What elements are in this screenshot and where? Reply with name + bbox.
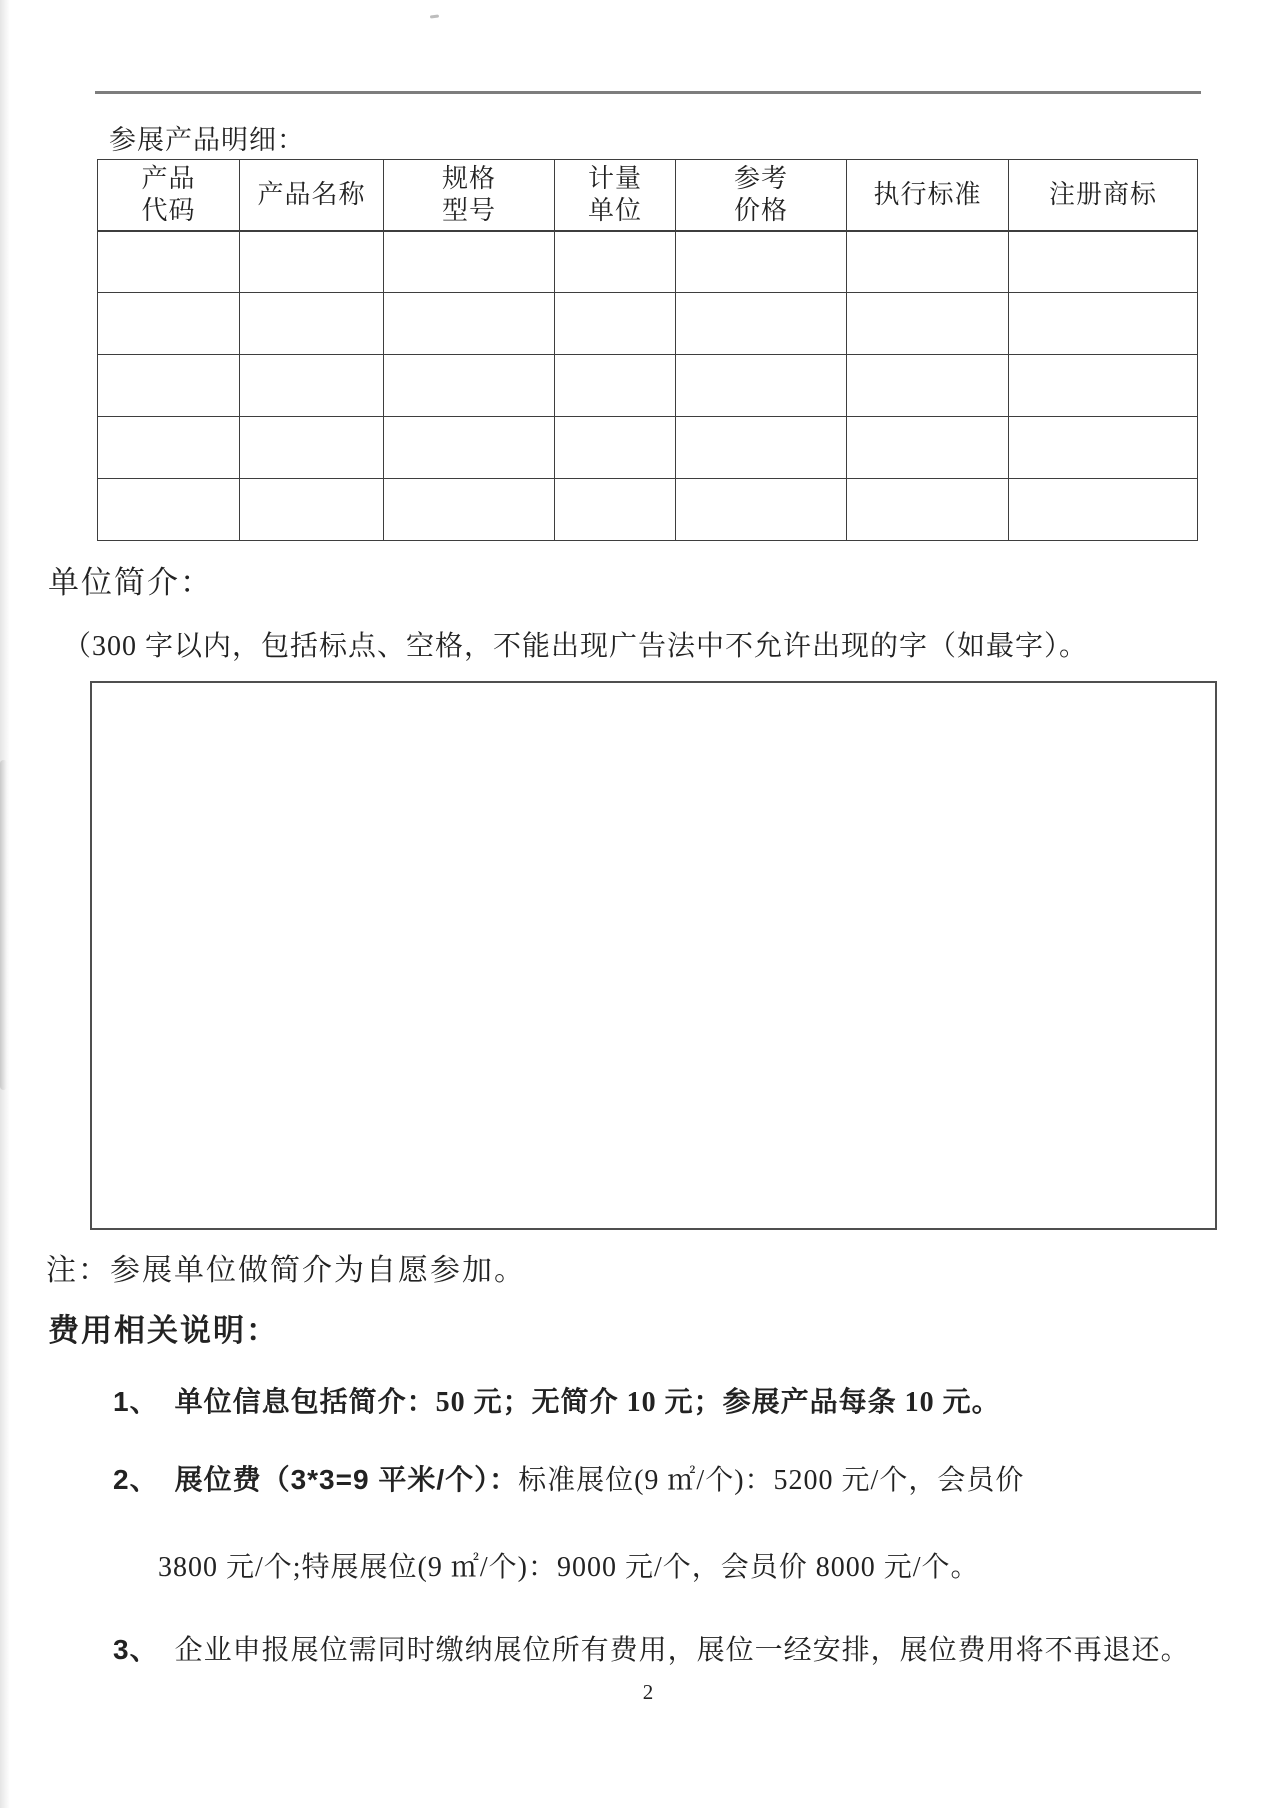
product-empty-cell — [384, 417, 555, 479]
product-empty-cell — [847, 479, 1009, 541]
product-empty-cell — [384, 479, 555, 541]
product-empty-cell — [384, 231, 555, 293]
fee-item-3 — [113, 1632, 1190, 1669]
col-header-line: 价格 — [733, 195, 788, 225]
fee-item-3-number: 3、 — [113, 1634, 159, 1665]
col-header-reference-price — [676, 160, 847, 231]
col-header-line: 产品名称 — [257, 179, 366, 209]
scan-artifact-speck — [430, 14, 439, 18]
profile-hint-text: （300 字以内，包括标点、空格，不能出现广告法中不允许出现的字（如最字）。 — [63, 631, 1089, 662]
scan-edge-smudge — [0, 760, 7, 1090]
product-empty-cell — [847, 355, 1009, 417]
product-empty-cell — [240, 417, 384, 479]
col-header-line: 型号 — [441, 195, 496, 225]
header-rule — [95, 91, 1201, 94]
col-header-line: 规格 — [441, 163, 496, 193]
product-empty-row — [98, 417, 1198, 479]
products-table-wrap — [97, 159, 1197, 541]
product-empty-row — [98, 293, 1198, 355]
product-empty-cell — [555, 417, 676, 479]
product-empty-cell — [384, 293, 555, 355]
fee-item-2-line-1 — [113, 1462, 1024, 1499]
col-header-line: 计量 — [587, 163, 642, 193]
col-header-line: 注册商标 — [1048, 179, 1157, 209]
profile-remark: 注：参展单位做简介为自愿参加。 — [46, 1254, 526, 1287]
product-empty-row — [98, 355, 1198, 417]
fee-item-2-line-2: 3800 元/个;特展展位(9 ㎡/个)：9000 元/个，会员价 8000 元/个。 — [158, 1552, 980, 1583]
fee-item-2-number: 2、 — [113, 1464, 159, 1495]
col-header-measure-unit — [555, 160, 676, 231]
col-header-spec-model — [384, 160, 555, 231]
product-empty-cell — [1009, 417, 1198, 479]
col-header-standard — [847, 160, 1009, 231]
products-table — [97, 159, 1198, 541]
col-header-product-name — [240, 160, 384, 231]
fee-item-1 — [113, 1384, 1001, 1421]
product-empty-cell — [555, 355, 676, 417]
product-empty-cell — [676, 417, 847, 479]
product-empty-cell — [240, 355, 384, 417]
product-empty-cell — [98, 231, 240, 293]
product-empty-cell — [98, 479, 240, 541]
product-empty-row — [98, 479, 1198, 541]
product-empty-cell — [555, 293, 676, 355]
product-empty-cell — [240, 479, 384, 541]
fee-item-2-bold-part: 展位费（3*3=9 平米/个）： — [174, 1464, 519, 1495]
product-empty-cell — [847, 231, 1009, 293]
col-header-line: 代码 — [141, 195, 196, 225]
product-empty-cell — [676, 231, 847, 293]
products-table-header-row — [98, 160, 1198, 231]
products-table-body — [98, 231, 1198, 541]
fee-item-1-text: 单位信息包括简介：50 元；无简介 10 元；参展产品每条 10 元。 — [174, 1387, 1001, 1418]
product-empty-cell — [847, 293, 1009, 355]
page-number: 2 — [642, 1680, 654, 1704]
col-header-trademark — [1009, 160, 1198, 231]
product-empty-cell — [555, 231, 676, 293]
product-empty-cell — [1009, 479, 1198, 541]
product-empty-cell — [676, 479, 847, 541]
fee-item-1-number: 1、 — [113, 1386, 159, 1417]
profile-textbox — [90, 681, 1217, 1230]
product-empty-cell — [384, 355, 555, 417]
product-empty-cell — [240, 293, 384, 355]
product-empty-cell — [676, 293, 847, 355]
col-header-line: 参考 — [733, 163, 788, 193]
products-section-label: 参展产品明细： — [109, 125, 305, 155]
profile-section-label: 单位简介： — [48, 565, 213, 600]
product-empty-cell — [1009, 231, 1198, 293]
fee-item-2-text: 标准展位(9 ㎡/个)：5200 元/个，会员价 — [518, 1465, 1025, 1496]
product-empty-cell — [847, 417, 1009, 479]
product-empty-cell — [555, 479, 676, 541]
col-header-line: 执行标准 — [873, 179, 982, 209]
col-header-line: 产品 — [141, 163, 196, 193]
col-header-line: 单位 — [587, 195, 642, 225]
fees-section-title: 费用相关说明： — [48, 1313, 279, 1348]
product-empty-cell — [98, 355, 240, 417]
col-header-product-code — [98, 160, 240, 231]
product-empty-cell — [1009, 293, 1198, 355]
fee-item-3-text: 企业申报展位需同时缴纳展位所有费用，展位一经安排，展位费用将不再退还。 — [174, 1635, 1190, 1666]
product-empty-row — [98, 231, 1198, 293]
product-empty-cell — [676, 355, 847, 417]
product-empty-cell — [98, 417, 240, 479]
product-empty-cell — [98, 293, 240, 355]
product-empty-cell — [240, 231, 384, 293]
product-empty-cell — [1009, 355, 1198, 417]
